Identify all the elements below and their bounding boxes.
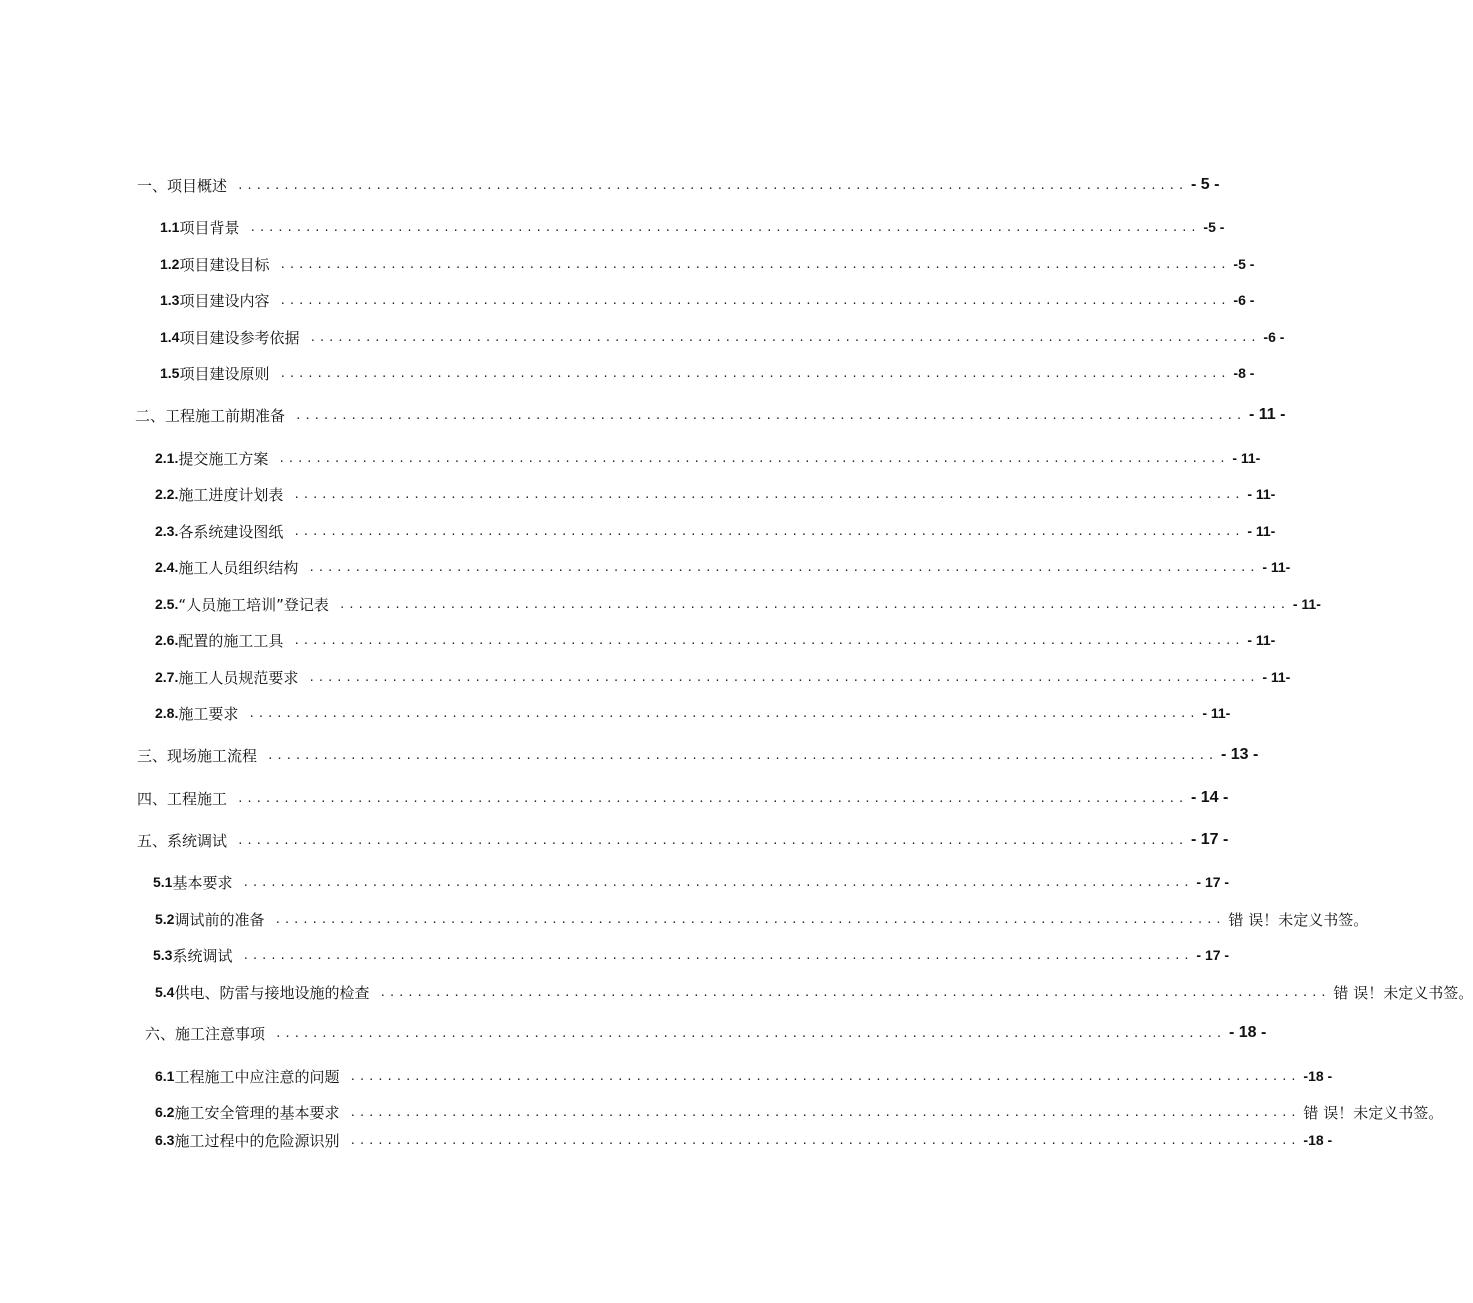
toc-leader: ....................................................................................................... — [267, 748, 1217, 762]
toc-entry-2-2[interactable] — [155, 482, 1276, 506]
toc-entry-title: 施工要求 — [178, 704, 239, 723]
toc-entry-number: 6.2 — [155, 1104, 175, 1120]
toc-entry-number: 2.1. — [155, 450, 179, 466]
toc-entry-page: - 11- — [1292, 596, 1321, 612]
toc-entry-number: 5.2 — [155, 911, 175, 927]
toc-entry-page: -6 - — [1263, 329, 1285, 345]
toc-entry-number: 5.4 — [155, 984, 175, 1000]
toc-entry-2-1[interactable] — [155, 446, 1261, 470]
toc-entry-page: -6 - — [1233, 292, 1255, 308]
toc-leader: ....................................................................................................... — [279, 293, 1230, 307]
toc-entry-number: 四、 — [137, 789, 168, 808]
toc-entry-title: 基本要求 — [172, 873, 233, 892]
toc-entry-number: 1.1 — [160, 219, 180, 235]
toc-entry-title: 项目概述 — [167, 176, 228, 195]
toc-entry-number: 2.3. — [155, 523, 179, 539]
toc-entry-page: - 14 - — [1190, 789, 1229, 806]
toc-entry-5-3[interactable] — [153, 943, 1230, 967]
toc-entry-page: - 17 - — [1190, 831, 1229, 848]
toc-leader: ....................................................................................................... — [278, 451, 1229, 465]
toc-entry-number: 2.4. — [155, 559, 179, 575]
toc-entry-page: - 11- — [1202, 705, 1231, 721]
toc-entry-1-3[interactable] — [160, 288, 1255, 312]
toc-entry-5-1[interactable] — [153, 870, 1230, 894]
toc-entry-page: - 17 - — [1196, 947, 1230, 963]
toc-leader: ....................................................................................................... — [309, 330, 1260, 344]
toc-leader: ....................................................................................................... — [248, 706, 1199, 720]
toc-entry-page: -5 - — [1233, 256, 1255, 272]
toc-entry-number: 6.3 — [155, 1132, 175, 1148]
toc-entry-number: 1.3 — [160, 292, 180, 308]
toc-entry-page: - 18 - — [1228, 1024, 1267, 1041]
toc-entry-number: 2.8. — [155, 705, 179, 721]
toc-leader: ....................................................................................................... — [237, 791, 1187, 805]
toc-entry-chapter-5[interactable] — [137, 828, 1229, 852]
toc-entry-chapter-6[interactable] — [145, 1021, 1267, 1045]
toc-entry-title: 供电、防雷与接地设施的检查 — [174, 983, 370, 1002]
toc-entry-title: 项目建设参考依据 — [179, 328, 300, 347]
toc-entry-2-8[interactable] — [155, 701, 1231, 725]
toc-entry-title: 配置的施工工具 — [178, 631, 284, 650]
toc-leader: ....................................................................................................... — [349, 1069, 1300, 1083]
toc-leader: ....................................................................................................... — [242, 875, 1193, 889]
toc-entry-title: 现场施工流程 — [167, 746, 258, 765]
toc-entry-title: 提交施工方案 — [178, 449, 269, 468]
toc-leader: ....................................................................................................... — [242, 948, 1193, 962]
toc-leader: ....................................................................................................... — [308, 560, 1259, 574]
toc-entry-page: - 5 - — [1190, 176, 1220, 193]
toc-entry-chapter-2[interactable] — [135, 403, 1286, 427]
toc-entry-chapter-3[interactable] — [137, 743, 1259, 767]
toc-leader: ....................................................................................................... — [237, 833, 1187, 847]
toc-entry-number: 六、 — [145, 1024, 176, 1043]
toc-leader: ....................................................................................................... — [379, 985, 1330, 999]
toc-entry-page: - 11 - — [1248, 406, 1286, 423]
toc-entry-page: - 11- — [1232, 450, 1261, 466]
toc-entry-number: 2.5. — [155, 596, 179, 612]
toc-entry-page: -5 - — [1203, 219, 1225, 235]
toc-entry-6-1[interactable] — [155, 1064, 1333, 1088]
toc-entry-title: 工程施工中应注意的问题 — [174, 1067, 340, 1086]
toc-leader: ....................................................................................................... — [349, 1133, 1300, 1147]
toc-entry-2-3[interactable] — [155, 519, 1276, 543]
toc-entry-page: - 13 - — [1220, 746, 1259, 763]
toc-leader: ....................................................................................................... — [293, 633, 1244, 647]
toc-entry-number: 五、 — [137, 831, 168, 850]
toc-entry-title: 施工人员规范要求 — [178, 668, 299, 687]
toc-entry-1-4[interactable] — [160, 325, 1285, 349]
toc-entry-1-5[interactable] — [160, 361, 1255, 385]
toc-entry-number: 2.7. — [155, 669, 179, 685]
toc-leader: ....................................................................................................... — [349, 1105, 1300, 1119]
toc-entry-number: 一、 — [137, 176, 168, 195]
toc-entry-title: 各系统建设图纸 — [178, 522, 284, 541]
toc-entry-title: 项目建设目标 — [179, 255, 270, 274]
toc-entry-page: - 11- — [1247, 486, 1276, 502]
toc-entry-title: 项目背景 — [179, 218, 240, 237]
toc-entry-page: -18 - — [1303, 1132, 1333, 1148]
toc-leader: ....................................................................................................... — [279, 366, 1230, 380]
toc-entry-title: 施工过程中的危险源识别 — [174, 1131, 340, 1150]
toc-entry-page-error: 错 误！未定义书签。 — [1333, 983, 1473, 1002]
toc-entry-number: 2.2. — [155, 486, 179, 502]
toc-entry-title: 工程施工 — [167, 789, 228, 808]
toc-entry-title: “人员施工培训”登记表 — [178, 595, 329, 614]
toc-leader: ....................................................................................................... — [338, 597, 1289, 611]
toc-entry-title: 施工进度计划表 — [178, 485, 284, 504]
toc-entry-title: 施工注意事项 — [175, 1024, 266, 1043]
toc-entry-chapter-4[interactable] — [137, 786, 1229, 810]
toc-entry-page: - 11- — [1262, 559, 1291, 575]
toc-entry-page: - 11- — [1247, 523, 1276, 539]
toc-leader: ....................................................................................................... — [249, 220, 1200, 234]
toc-leader: ....................................................................................................... — [293, 524, 1244, 538]
toc-entry-title: 调试前的准备 — [174, 910, 265, 929]
toc-entry-number: 5.3 — [153, 947, 173, 963]
toc-entry-number: 三、 — [137, 746, 168, 765]
toc-entry-2-4[interactable] — [155, 555, 1291, 579]
toc-entry-2-6[interactable] — [155, 628, 1276, 652]
toc-entry-1-2[interactable] — [160, 252, 1255, 276]
toc-entry-number: 6.1 — [155, 1068, 175, 1084]
toc-leader: ....................................................................................................... — [295, 408, 1245, 422]
toc-entry-number: 二、 — [135, 406, 166, 425]
toc-entry-page-error: 错 误！未定义书签。 — [1303, 1103, 1444, 1122]
toc-leader: ....................................................................................................... — [293, 487, 1244, 501]
toc-entry-2-7[interactable] — [155, 665, 1291, 689]
toc-entry-1-1[interactable] — [160, 215, 1225, 239]
toc-entry-title: 施工安全管理的基本要求 — [174, 1103, 340, 1122]
toc-entry-title: 项目建设原则 — [179, 364, 270, 383]
toc-entry-page: - 17 - — [1196, 874, 1230, 890]
toc-entry-title: 系统调试 — [172, 946, 233, 965]
toc-entry-title: 项目建设内容 — [179, 291, 270, 310]
toc-entry-5-2[interactable] — [155, 907, 1369, 931]
toc-entry-number: 1.2 — [160, 256, 180, 272]
toc-leader: ....................................................................................................... — [308, 670, 1259, 684]
toc-entry-chapter-1[interactable] — [137, 173, 1220, 197]
toc-entry-title: 施工人员组织结构 — [178, 558, 299, 577]
toc-entry-6-2[interactable] — [155, 1100, 1444, 1124]
toc-entry-title: 工程施工前期准备 — [165, 406, 286, 425]
toc-entry-page: -18 - — [1303, 1068, 1333, 1084]
toc-entry-2-5[interactable] — [155, 592, 1321, 616]
toc-entry-number: 2.6. — [155, 632, 179, 648]
toc-entry-page: - 11- — [1262, 669, 1291, 685]
toc-entry-title: 系统调试 — [167, 831, 228, 850]
toc-entry-number: 5.1 — [153, 874, 173, 890]
toc-entry-page: - 11- — [1247, 632, 1276, 648]
toc-leader: ....................................................................................................... — [275, 1026, 1225, 1040]
toc-entry-number: 1.4 — [160, 329, 180, 345]
toc-entry-page: -8 - — [1233, 365, 1255, 381]
toc-entry-6-3[interactable] — [155, 1128, 1333, 1152]
toc-leader: ....................................................................................................... — [274, 912, 1225, 926]
toc-leader: ....................................................................................................... — [237, 178, 1187, 192]
toc-entry-page-error: 错 误！未定义书签。 — [1228, 910, 1369, 929]
toc-entry-number: 1.5 — [160, 365, 180, 381]
toc-entry-5-4[interactable] — [155, 980, 1473, 1004]
toc-leader: ....................................................................................................... — [279, 257, 1230, 271]
